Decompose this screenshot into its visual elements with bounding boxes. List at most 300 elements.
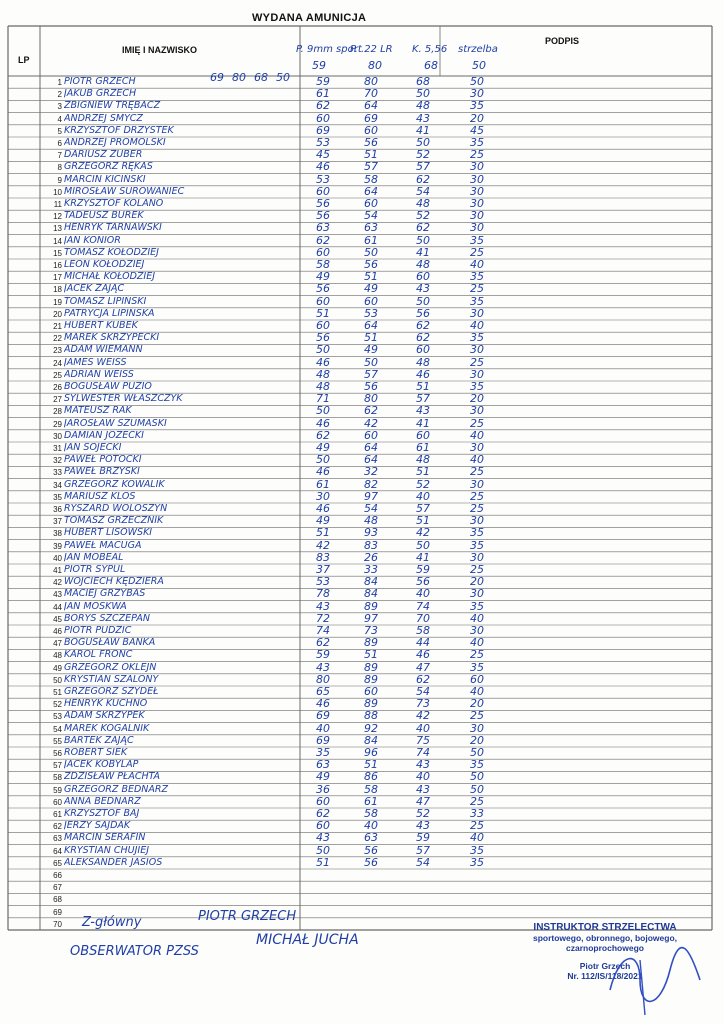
- ammo-9mm-cell: 43: [316, 660, 330, 674]
- name-cell: GRZEGORZ KOWALIK: [64, 478, 165, 490]
- lp-cell: 9: [57, 175, 62, 185]
- ammo-shotgun-cell: 25: [470, 355, 484, 369]
- ammo-22lr-cell: 96: [364, 746, 378, 759]
- ammo-9mm-cell: 43: [316, 831, 330, 845]
- stamp-line5: Nr. 112/IS/118/2021: [567, 971, 643, 981]
- lp-cell: 10: [53, 187, 62, 197]
- lp-cell: 6: [57, 139, 62, 148]
- ammo-22lr-cell: 84: [364, 733, 378, 747]
- ammo-9mm-cell: 30: [316, 489, 330, 503]
- ammo-22lr-cell: 56: [364, 258, 378, 271]
- name-cell: ADAM WIEMANN: [64, 344, 143, 356]
- ammo-22lr-cell: 42: [364, 416, 378, 430]
- ammo-22lr-cell: 89: [364, 672, 378, 686]
- name-cell: MICHAŁ KOŁODZIEJ: [64, 271, 156, 283]
- lp-cell: 38: [53, 529, 62, 539]
- ammo-556-cell: 41: [416, 550, 430, 564]
- ammo-shotgun-cell: 50: [470, 770, 484, 784]
- name-cell: DARIUSZ ŻUBER: [64, 149, 143, 161]
- name-cell: GRZEGORZ SZYDEŁ: [64, 686, 159, 697]
- name-cell: MAREK SKRZYPECKI: [64, 332, 160, 344]
- ammo-556-cell: 51: [416, 380, 430, 393]
- name-cell: HUBERT KUBEK: [64, 320, 138, 331]
- name-cell: MARIUSZ KLOS: [64, 490, 136, 502]
- lp-cell: 2: [57, 90, 62, 100]
- lp-cell: 53: [53, 712, 62, 722]
- ammo-22lr-cell: 69: [364, 111, 378, 125]
- name-cell: PAWEŁ POTOCKI: [64, 454, 142, 466]
- table-row: [0, 869, 724, 882]
- ammo-shotgun-cell: 60: [470, 672, 484, 686]
- lp-cell: 61: [53, 810, 62, 819]
- ammo-9mm-cell: 50: [316, 843, 330, 857]
- ammo-9mm-cell: 45: [316, 148, 330, 162]
- ammo-shotgun-cell: 30: [470, 367, 484, 381]
- ammo-9mm-cell: 60: [316, 319, 330, 332]
- name-cell: ADRIAN WEISS: [64, 368, 134, 380]
- stamp-line4: Piotr Grzech: [579, 961, 631, 971]
- ammo-556-cell: 43: [416, 819, 430, 833]
- lp-cell: 44: [53, 602, 62, 612]
- lp-cell: 46: [53, 627, 62, 636]
- ammo-shotgun-cell: 35: [470, 270, 484, 284]
- footer-line1-name: PIOTR GRZECH: [198, 909, 297, 924]
- name-cell: RYSZARD WOLOSZYN: [64, 503, 168, 514]
- ammo-9mm-cell: 40: [316, 721, 330, 735]
- lp-cell: 68: [53, 895, 62, 905]
- ammo-9mm-cell: 46: [316, 502, 330, 515]
- name-cell: JAROSŁAW SZUMASKI: [64, 417, 167, 429]
- lp-cell: 30: [53, 431, 62, 441]
- ammo-556-cell: 47: [416, 660, 430, 674]
- name-cell: MAREK KOGALNIK: [64, 722, 150, 734]
- ammo-22lr-cell: 63: [364, 831, 378, 845]
- ammo-shotgun-cell: 30: [470, 197, 484, 210]
- ammo-556-cell: 51: [416, 465, 430, 479]
- ammo-556-cell: 62: [416, 319, 430, 332]
- ammo-22lr-cell: 56: [364, 380, 378, 393]
- ammo-9mm-cell: 51: [316, 306, 330, 320]
- ammo-9mm-cell: 46: [316, 160, 330, 174]
- ammo-9mm-cell: 56: [316, 197, 330, 210]
- extra-value-2: 80: [232, 71, 246, 84]
- ammo-556-cell: 61: [416, 441, 430, 454]
- ammo-22lr-cell: 64: [364, 319, 378, 332]
- ammo-9mm-cell: 48: [316, 367, 330, 381]
- ammo-22lr-cell: 60: [364, 123, 378, 137]
- lp-cell: 58: [53, 773, 62, 783]
- ammo-shotgun-cell: 35: [470, 526, 484, 540]
- signature-header: PODPIS: [545, 36, 580, 46]
- ammo-556-cell: 62: [416, 672, 430, 686]
- ammo-shotgun-cell: 35: [470, 758, 484, 772]
- ammo-22lr-cell: 64: [364, 184, 378, 198]
- ammo-shotgun-cell: 40: [470, 636, 484, 650]
- lp-cell: 32: [53, 456, 62, 466]
- ammo-9mm-cell: 60: [316, 245, 330, 259]
- name-cell: JAKUB GRZECH: [64, 88, 137, 100]
- ammo-22lr-cell: 33: [364, 563, 378, 576]
- lp-cell: 5: [57, 126, 62, 136]
- ammo-556-cell: 44: [416, 636, 430, 650]
- ammo-shotgun-cell: 35: [470, 294, 484, 308]
- lp-cell: 57: [53, 761, 62, 771]
- ammo-9mm-cell: 71: [316, 392, 330, 406]
- lp-cell: 60: [53, 797, 62, 807]
- name-cell: MARCIN KICIŃSKI: [64, 173, 146, 185]
- name-cell: MIROSŁAW SUROWANIEC: [64, 185, 185, 197]
- ammo-9mm-cell: 53: [316, 575, 330, 589]
- ammo-22lr-cell: 51: [364, 648, 378, 662]
- ammo-22lr-cell: 89: [364, 599, 378, 613]
- lp-cell: 56: [53, 749, 62, 758]
- name-cell: JACEK ZAJĄC: [64, 283, 125, 295]
- ammo-556-cell: 59: [416, 831, 430, 845]
- name-cell: BOGUSŁAW PUZIO: [64, 381, 152, 392]
- ammo-556-cell: 54: [416, 685, 430, 698]
- stamp-line3: czarnoprochowego: [566, 943, 644, 953]
- extra-value-3: 68: [254, 71, 268, 84]
- ammo-9mm-cell: 46: [316, 416, 330, 430]
- ammo-9mm-cell: 72: [316, 611, 330, 625]
- ammo-22lr-cell: 89: [364, 697, 378, 711]
- lp-cell: 15: [53, 248, 62, 258]
- ammo-22lr-cell: 57: [364, 160, 378, 174]
- ammo-556-cell: 43: [416, 282, 430, 296]
- ammo-22lr-cell: 26: [364, 550, 378, 564]
- ammo-col-4-header: strzelba: [458, 44, 498, 55]
- ammo-556-cell: 52: [416, 477, 430, 491]
- ammo-556-cell: 54: [416, 184, 430, 198]
- lp-cell: 29: [53, 419, 62, 429]
- lp-cell: 19: [53, 297, 62, 307]
- name-cell: ALEKSANDER JASIOS: [64, 856, 163, 868]
- name-cell: ZBIGNIEW TRĘBACZ: [64, 100, 161, 112]
- ammo-556-cell: 40: [416, 770, 430, 784]
- lp-cell: 63: [53, 834, 62, 844]
- lp-cell: 8: [57, 163, 62, 173]
- ammo-shotgun-cell: 30: [470, 184, 484, 198]
- name-cell: ROBERT SIEK: [64, 747, 128, 758]
- name-cell: ANDRZEJ SMYCZ: [64, 112, 143, 124]
- name-cell: KRZYSZTOF BAJ: [64, 808, 140, 819]
- ammo-22lr-cell: 70: [364, 87, 378, 101]
- lp-cell: 39: [53, 541, 62, 551]
- ammo-shotgun-cell: 35: [470, 380, 484, 393]
- name-cell: JAN KONIOR: [64, 234, 121, 246]
- ammo-22lr-cell: 86: [364, 770, 378, 784]
- lp-cell: 65: [53, 858, 62, 868]
- lp-cell: 25: [53, 370, 62, 380]
- ammo-556-cell: 75: [416, 733, 430, 747]
- ammo-9mm-cell: 49: [316, 514, 330, 528]
- lp-cell: 47: [53, 639, 62, 649]
- ammo-shotgun-cell: 30: [470, 87, 484, 101]
- ammo-col-1-header: P. 9mm sport: [296, 44, 362, 55]
- ammo-556-cell: 70: [416, 611, 430, 625]
- ammo-9mm-cell: 69: [316, 123, 330, 137]
- ammo-22lr-cell: 89: [364, 636, 378, 650]
- lp-cell: 45: [53, 614, 62, 624]
- ammo-556-cell: 46: [416, 648, 430, 662]
- lp-cell: 59: [53, 785, 62, 795]
- ammo-22lr-cell: 93: [364, 526, 378, 540]
- ammo-shotgun-cell: 30: [470, 172, 484, 186]
- extra-value-4: 50: [276, 71, 290, 84]
- ammo-22lr-cell: 83: [364, 538, 378, 552]
- ammo-shotgun-cell: 35: [470, 843, 484, 857]
- lp-cell: 67: [53, 883, 62, 893]
- lp-cell: 49: [53, 663, 62, 673]
- ammo-556-cell: 40: [416, 587, 430, 601]
- ammo-shotgun-cell: 30: [470, 160, 484, 174]
- ammo-9mm-cell: 56: [316, 282, 330, 296]
- ammo-556-cell: 42: [416, 526, 430, 540]
- ammo-22lr-cell: 54: [364, 209, 378, 223]
- name-cell: PAWEŁ MACUGA: [64, 539, 142, 551]
- ammo-556-cell: 51: [416, 514, 430, 528]
- ammo-556-cell: 59: [416, 563, 430, 576]
- lp-cell: 42: [53, 578, 62, 588]
- ammo-shotgun-cell: 35: [470, 599, 484, 613]
- ammo-9mm-cell: 48: [316, 380, 330, 393]
- name-cell: PIOTR GRZECH: [64, 76, 136, 87]
- lp-cell: 28: [53, 407, 62, 417]
- ammo-22lr-cell: 40: [364, 819, 378, 833]
- ammo-556-cell: 50: [416, 136, 430, 149]
- ammo-9mm-cell: 60: [316, 819, 330, 833]
- ammo-9mm-cell: 50: [316, 404, 330, 418]
- ammo-shotgun-cell: 25: [470, 282, 484, 296]
- name-cell: TOMASZ LIPIŃSKI: [64, 295, 147, 307]
- ammo-9mm-cell: 63: [316, 758, 330, 772]
- ammo-22lr-cell: 53: [364, 306, 378, 320]
- ammo-556-cell: 47: [416, 794, 430, 808]
- ammo-22lr-cell: 49: [364, 282, 378, 296]
- ammo-shotgun-cell: 25: [470, 794, 484, 808]
- ammo-9mm-cell: 63: [316, 221, 330, 235]
- ammo-22lr-cell: 51: [364, 148, 378, 162]
- ammo-shotgun-cell: 20: [470, 575, 484, 589]
- name-cell: JERZY SAJDAK: [64, 820, 131, 832]
- ammo-22lr-cell: 84: [364, 575, 378, 589]
- name-cell: KRYSTIAN CHUJIEJ: [64, 844, 150, 856]
- lp-cell: 20: [53, 309, 62, 319]
- ammo-9mm-cell: 42: [316, 538, 330, 552]
- lp-cell: 4: [57, 114, 62, 124]
- ammo-shotgun-cell: 30: [470, 514, 484, 528]
- ammo-22lr-cell: 80: [364, 75, 378, 88]
- ammo-9mm-cell: 69: [316, 709, 330, 723]
- ammo-shotgun-cell: 20: [470, 733, 484, 747]
- ammo-556-cell: 62: [416, 221, 430, 235]
- ammo-shotgun-cell: 40: [470, 831, 484, 845]
- ammo-shotgun-cell: 25: [470, 465, 484, 479]
- lp-cell: 18: [53, 285, 62, 295]
- ammo-556-cell: 48: [416, 197, 430, 210]
- ammo-556-cell: 42: [416, 709, 430, 723]
- ammo-22lr-cell: 80: [364, 392, 378, 406]
- total-col-1: 59: [312, 59, 326, 72]
- ammo-9mm-cell: 59: [316, 75, 330, 88]
- ammo-9mm-cell: 83: [316, 550, 330, 564]
- ammo-shotgun-cell: 20: [470, 111, 484, 125]
- ammo-22lr-cell: 73: [364, 624, 378, 637]
- ammo-9mm-cell: 49: [316, 270, 330, 284]
- ammo-shotgun-cell: 35: [470, 331, 484, 345]
- name-cell: HENRYK KUCHNO: [64, 698, 148, 710]
- ammo-556-cell: 41: [416, 123, 430, 137]
- ammo-shotgun-cell: 20: [470, 697, 484, 711]
- name-cell: KAROL FRONC: [64, 649, 133, 661]
- name-cell: JAMES WEISS: [64, 356, 127, 368]
- ammo-22lr-cell: 64: [364, 453, 378, 467]
- ammo-9mm-cell: 60: [316, 111, 330, 125]
- ammo-9mm-cell: 60: [316, 794, 330, 808]
- ammo-9mm-cell: 56: [316, 331, 330, 345]
- total-col-3: 68: [424, 59, 438, 72]
- ammo-shotgun-cell: 35: [470, 233, 484, 247]
- name-cell: ANDRZEJ PROMOLSKI: [64, 137, 166, 148]
- ammo-556-cell: 57: [416, 843, 430, 857]
- ammo-9mm-cell: 50: [316, 343, 330, 357]
- ammo-9mm-cell: 62: [316, 99, 330, 113]
- ammo-9mm-cell: 35: [316, 746, 330, 759]
- ammo-556-cell: 48: [416, 453, 430, 467]
- ammo-9mm-cell: 49: [316, 441, 330, 454]
- ammo-556-cell: 50: [416, 294, 430, 308]
- ammo-22lr-cell: 88: [364, 709, 378, 723]
- ammo-9mm-cell: 62: [316, 428, 330, 442]
- ammo-shotgun-cell: 30: [470, 306, 484, 320]
- footer-line1-prefix: Z-główny: [82, 915, 142, 930]
- name-cell: DAMIAN JOZECKI: [64, 429, 144, 441]
- ammo-556-cell: 50: [416, 233, 430, 247]
- ammo-9mm-cell: 49: [316, 770, 330, 784]
- ammo-9mm-cell: 51: [316, 855, 330, 869]
- ammo-556-cell: 43: [416, 782, 430, 796]
- lp-cell: 43: [53, 590, 62, 600]
- name-header: IMIĘ I NAZWISKO: [122, 45, 197, 55]
- ammo-9mm-cell: 53: [316, 136, 330, 149]
- ammo-22lr-cell: 51: [364, 331, 378, 345]
- ammo-556-cell: 52: [416, 148, 430, 162]
- ammo-shotgun-cell: 50: [470, 75, 484, 88]
- ammo-556-cell: 57: [416, 502, 430, 515]
- lp-cell: 33: [53, 468, 62, 478]
- name-cell: JAN MOSKWA: [64, 600, 127, 612]
- ammo-22lr-cell: 61: [364, 794, 378, 808]
- table-row: [0, 893, 724, 906]
- ammo-shotgun-cell: 40: [470, 685, 484, 698]
- ammo-9mm-cell: 37: [316, 563, 330, 576]
- ammo-shotgun-cell: 30: [470, 624, 484, 637]
- name-cell: BARTEK ZAJĄC: [64, 734, 134, 746]
- lp-cell: 14: [53, 236, 62, 246]
- ammo-22lr-cell: 63: [364, 221, 378, 235]
- ammo-22lr-cell: 56: [364, 136, 378, 149]
- ammo-shotgun-cell: 33: [470, 807, 484, 820]
- ammo-556-cell: 60: [416, 428, 430, 442]
- ammo-shotgun-cell: 40: [470, 611, 484, 625]
- ammo-22lr-cell: 61: [364, 233, 378, 247]
- ammo-556-cell: 62: [416, 331, 430, 345]
- ammo-9mm-cell: 50: [316, 453, 330, 467]
- table-row: [0, 881, 724, 894]
- ammo-9mm-cell: 62: [316, 233, 330, 247]
- name-cell: MACIEJ GRZYBAS: [64, 588, 146, 600]
- ammo-9mm-cell: 62: [316, 636, 330, 650]
- ammo-shotgun-cell: 20: [470, 392, 484, 406]
- ammo-shotgun-cell: 35: [470, 538, 484, 552]
- name-cell: TOMASZ GRZECZNIK: [64, 515, 164, 527]
- footer-line2-name: MICHAŁ JUCHA: [256, 932, 359, 948]
- name-cell: PATRYCJA LIPIŃSKA: [64, 307, 155, 319]
- ammo-shotgun-cell: 35: [470, 99, 484, 113]
- ammo-22lr-cell: 64: [364, 441, 378, 454]
- ammo-22lr-cell: 57: [364, 367, 378, 381]
- ammo-556-cell: 58: [416, 624, 430, 637]
- ammo-556-cell: 41: [416, 245, 430, 259]
- lp-cell: 51: [53, 688, 62, 697]
- ammo-556-cell: 40: [416, 489, 430, 503]
- ammo-22lr-cell: 92: [364, 721, 378, 735]
- name-cell: PIOTR PUDZIC: [64, 625, 132, 636]
- name-cell: SYLWESTER WŁASZCZYK: [64, 393, 183, 405]
- ammo-shotgun-cell: 30: [470, 209, 484, 223]
- ammo-9mm-cell: 62: [316, 807, 330, 820]
- ammo-9mm-cell: 61: [316, 87, 330, 101]
- ammo-556-cell: 74: [416, 599, 430, 613]
- lp-cell: 21: [53, 322, 62, 331]
- ammo-22lr-cell: 51: [364, 758, 378, 772]
- ammo-shotgun-cell: 40: [470, 428, 484, 442]
- name-cell: KRYSTIAN SZALONY: [64, 673, 159, 685]
- name-cell: HENRYK TARNAWSKI: [64, 222, 162, 234]
- ammo-556-cell: 56: [416, 575, 430, 589]
- lp-cell: 22: [53, 334, 62, 344]
- lp-cell: 66: [53, 871, 62, 880]
- ammo-22lr-cell: 58: [364, 807, 378, 820]
- name-cell: TOMASZ KOŁODZIEJ: [64, 246, 159, 258]
- ammo-22lr-cell: 89: [364, 660, 378, 674]
- lp-cell: 3: [57, 102, 62, 112]
- ammo-22lr-cell: 50: [364, 355, 378, 369]
- ammo-shotgun-cell: 25: [470, 416, 484, 430]
- name-cell: WOJCIECH KĘDZIERA: [64, 576, 164, 588]
- ammo-9mm-cell: 69: [316, 733, 330, 747]
- lp-cell: 37: [53, 517, 62, 527]
- name-cell: ZDZISŁAW PŁACHTA: [64, 771, 161, 783]
- ammo-9mm-cell: 74: [316, 624, 330, 637]
- lp-cell: 70: [53, 919, 62, 929]
- name-cell: LEON KOŁODZIEJ: [64, 259, 145, 270]
- ammo-22lr-cell: 32: [364, 465, 378, 479]
- name-cell: PIOTR SYPUL: [64, 564, 126, 575]
- lp-cell: 16: [53, 261, 62, 270]
- ammo-shotgun-cell: 25: [470, 648, 484, 662]
- name-cell: ANNA BEDNARZ: [64, 795, 141, 807]
- ammo-9mm-cell: 60: [316, 294, 330, 308]
- ammo-556-cell: 56: [416, 306, 430, 320]
- ammo-9mm-cell: 43: [316, 599, 330, 613]
- lp-cell: 69: [53, 907, 62, 917]
- ammo-556-cell: 50: [416, 538, 430, 552]
- name-cell: BORYS SZCZEPAN: [64, 612, 150, 624]
- name-cell: TADEUSZ BUREK: [64, 210, 144, 222]
- ammo-shotgun-cell: 25: [470, 709, 484, 723]
- ammo-shotgun-cell: 25: [470, 489, 484, 503]
